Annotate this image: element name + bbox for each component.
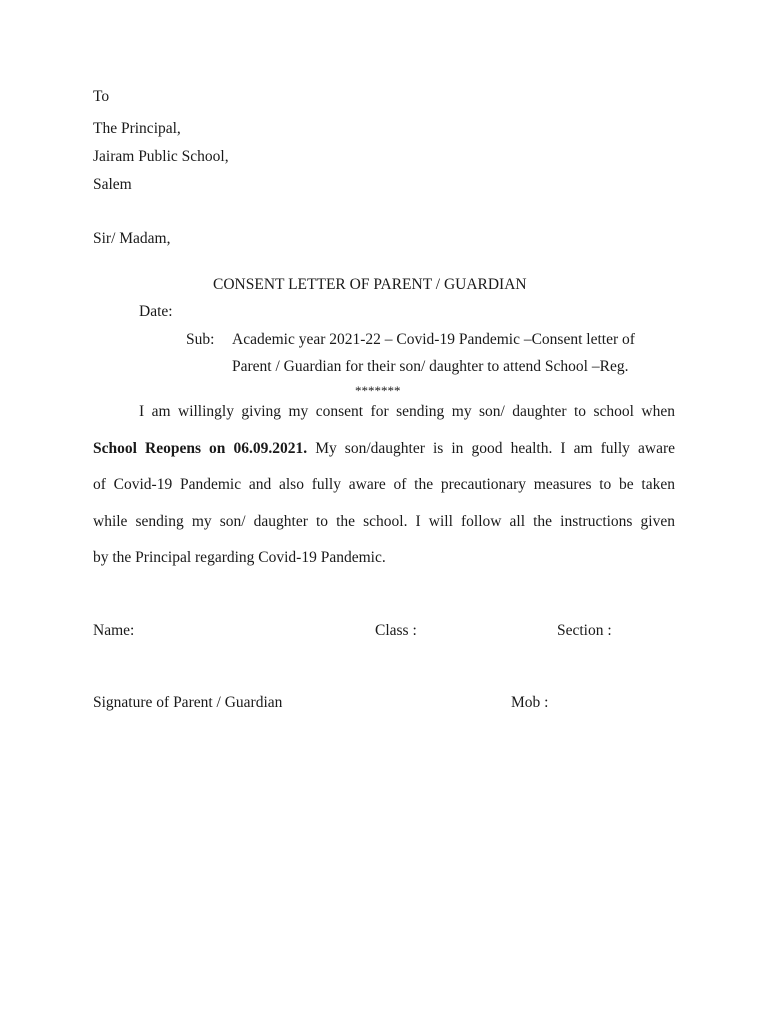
salutation: Sir/ Madam, [93, 230, 171, 247]
address-school: Jairam Public School, [93, 148, 229, 165]
class-field-label: Class : [375, 622, 417, 639]
separator: ******* [355, 383, 401, 398]
signature-field-label: Signature of Parent / Guardian [93, 694, 283, 711]
mobile-field-label: Mob : [511, 694, 549, 711]
subject-label: Sub: [186, 331, 215, 348]
subject-line-2: Parent / Guardian for their son/ daughter to attend School –Reg. [232, 358, 629, 375]
address-city: Salem [93, 176, 132, 193]
address-to: To [93, 88, 110, 105]
body-line-4: while sending my son/ daughter to the school. I will follow all the instructions given [93, 513, 675, 530]
subject-line-1: Academic year 2021-22 – Covid-19 Pandemic –Consent letter of [232, 331, 635, 348]
date-label: Date: [139, 303, 173, 320]
body-line-2-rest: My son/daughter is in good health. I am fully aware [307, 440, 675, 457]
body-line-2 [93, 440, 675, 458]
section-field-label: Section : [557, 622, 612, 639]
name-field-label: Name: [93, 622, 135, 639]
reopen-date-text: School Reopens on 06.09.2021. [93, 440, 308, 457]
letter-title: CONSENT LETTER OF PARENT / GUARDIAN [213, 276, 527, 293]
body-line-3: of Covid-19 Pandemic and also fully aware of the precautionary measures to be taken [93, 476, 675, 493]
address-recipient: The Principal, [93, 120, 181, 137]
body-line-1: I am willingly giving my consent for sending my son/ daughter to school when [139, 403, 675, 420]
body-line-5: by the Principal regarding Covid-19 Pandemic. [93, 549, 386, 566]
